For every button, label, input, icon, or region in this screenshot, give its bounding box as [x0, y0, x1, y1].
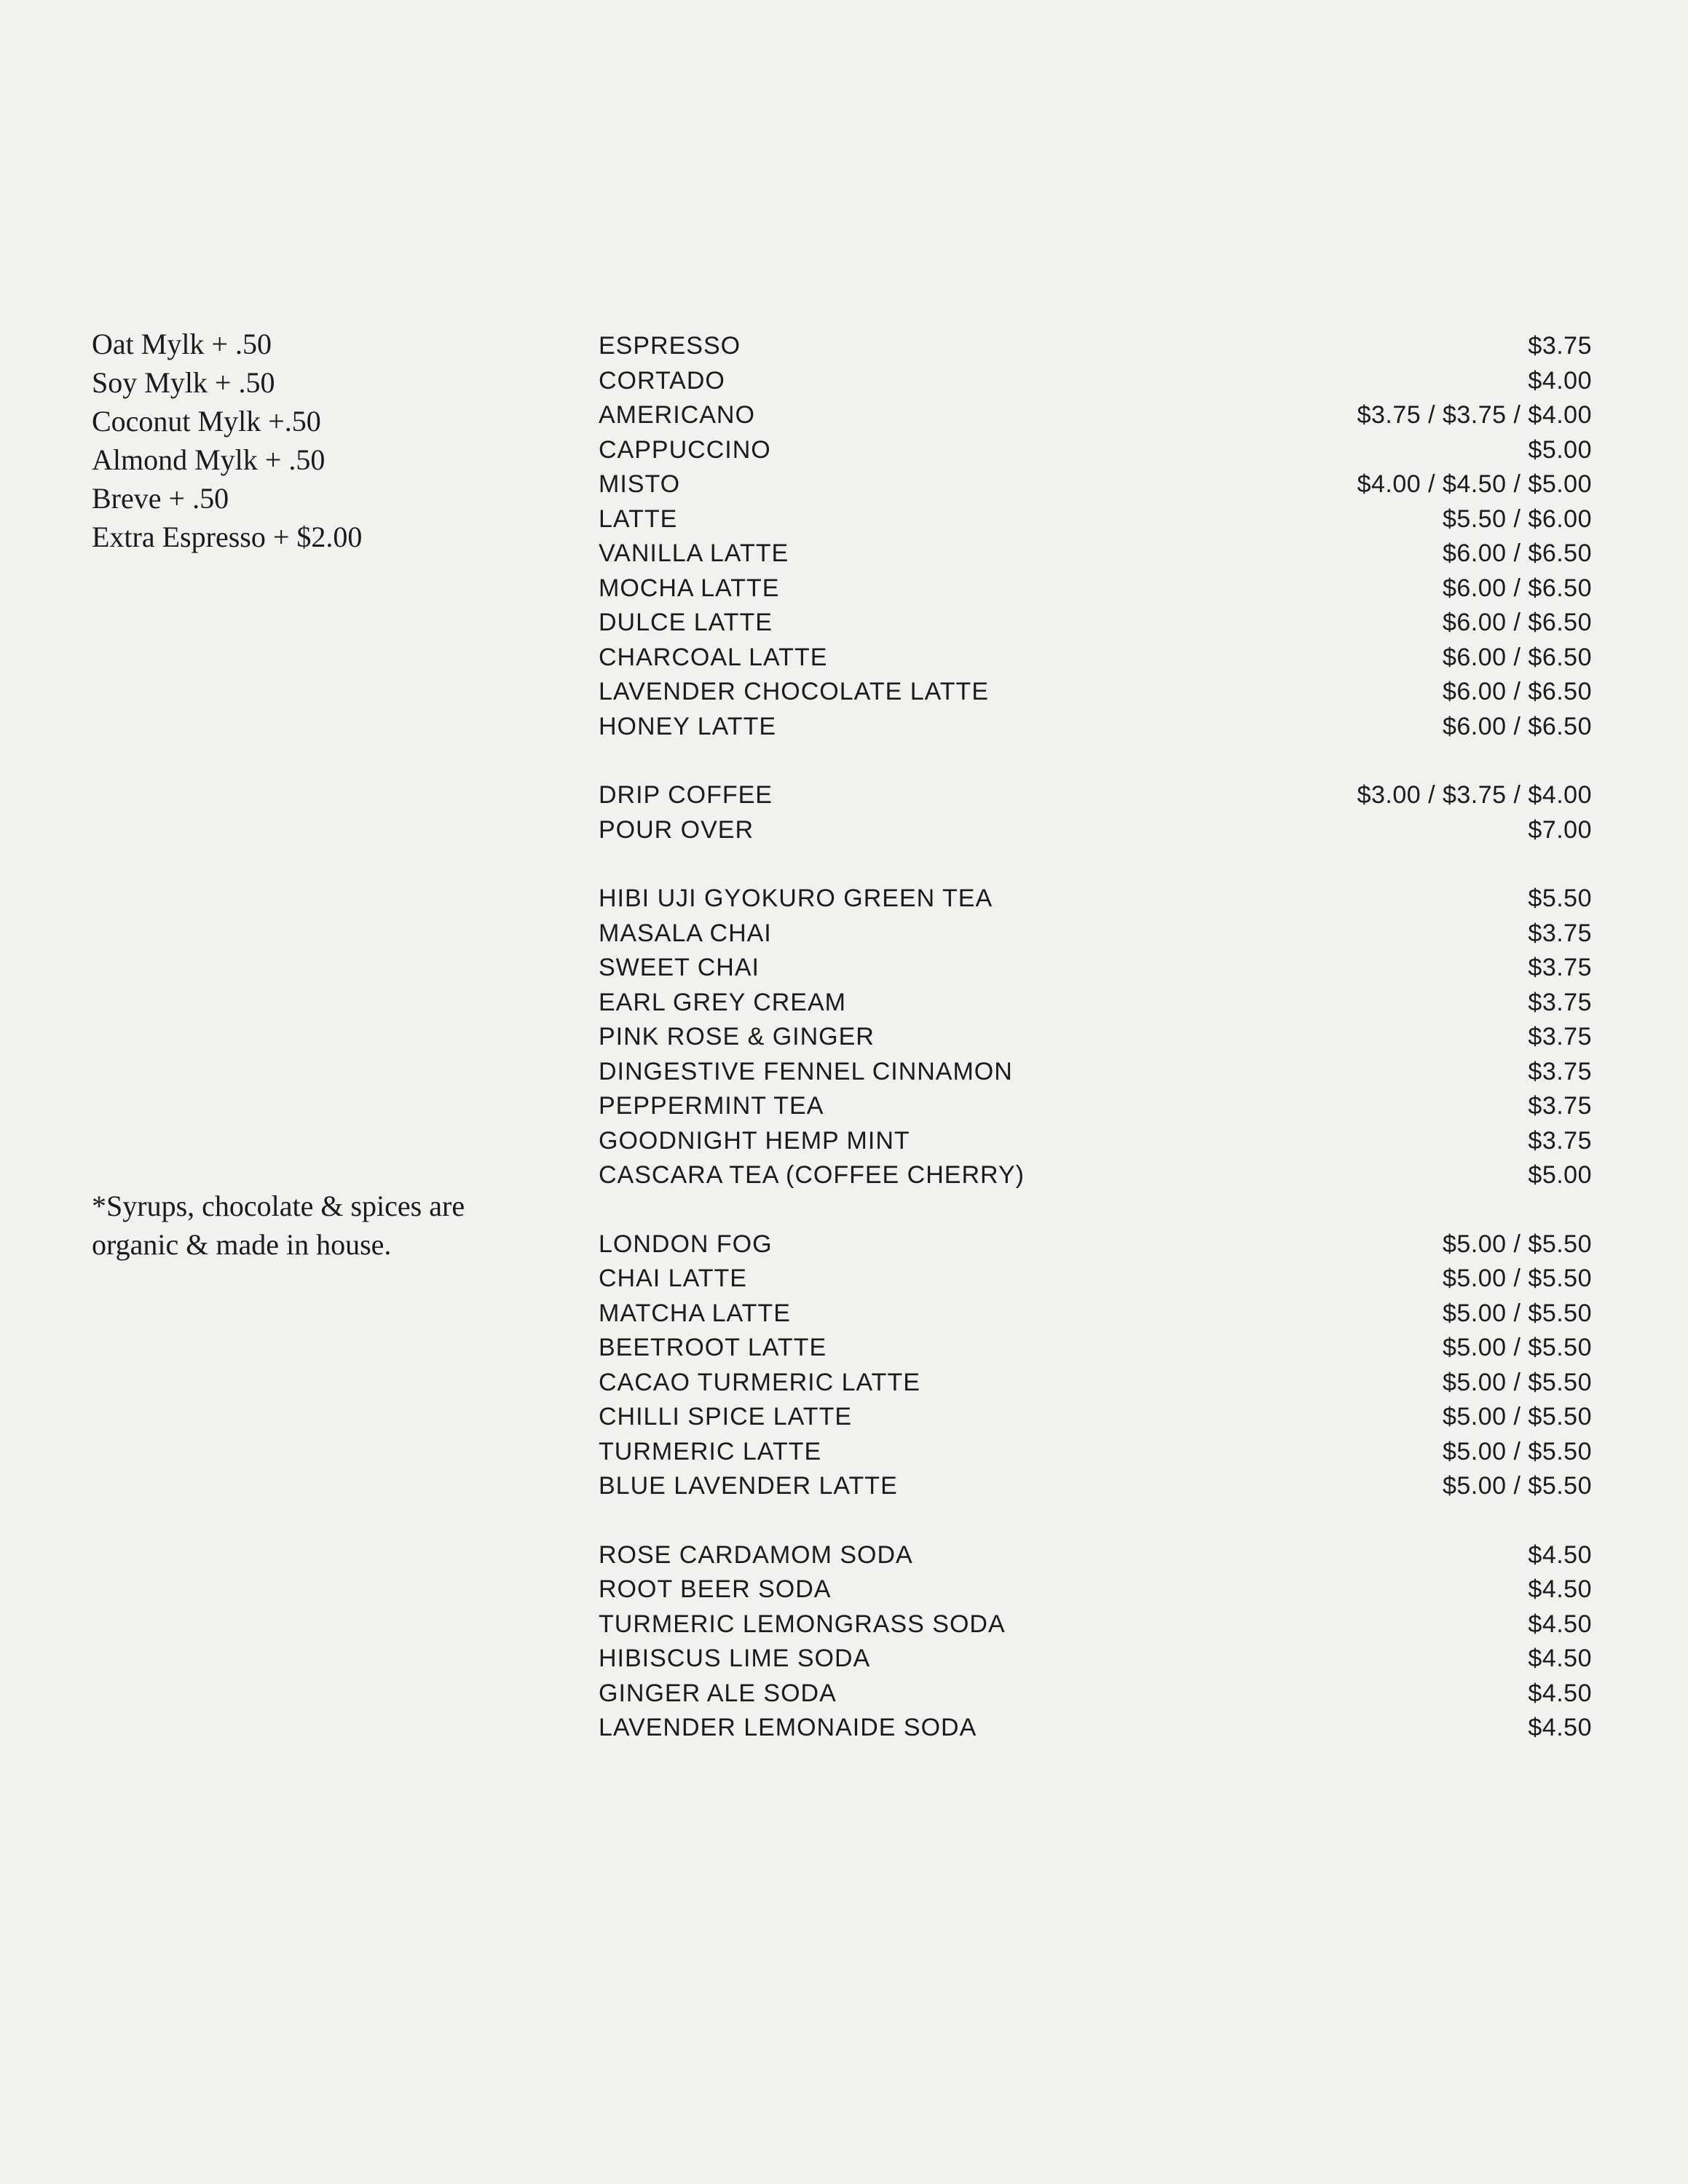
- menu-item-row: [599, 1331, 1592, 1366]
- menu-item-row: [599, 1124, 1592, 1159]
- menu-item-price: $5.00 / $5.50: [1442, 1403, 1592, 1431]
- menu-item-row: [599, 951, 1592, 986]
- menu-item-name: HONEY LATTE: [599, 712, 777, 740]
- menu: [599, 329, 1592, 1780]
- menu-item-price: $3.75: [1528, 1023, 1592, 1051]
- menu-item-name: TURMERIC LATTE: [599, 1437, 822, 1465]
- menu-item-row: [599, 1642, 1592, 1677]
- menu-item-price: $4.50: [1528, 1645, 1592, 1672]
- menu-item-row: [599, 1572, 1592, 1607]
- menu-item-name: CACAO TURMERIC LATTE: [599, 1368, 920, 1396]
- menu-item-row: [599, 329, 1592, 364]
- menu-item-price: $5.00: [1528, 1161, 1592, 1189]
- menu-item-price: $4.50: [1528, 1575, 1592, 1603]
- menu-item-name: CASCARA TEA (COFFEE CHERRY): [599, 1161, 1025, 1189]
- menu-item-row: [599, 1366, 1592, 1401]
- menu-item-name: MISTO: [599, 470, 681, 498]
- menu-item-name: MOCHA LATTE: [599, 574, 780, 602]
- menu-item-row: [599, 1089, 1592, 1124]
- menu-item-row: [599, 364, 1592, 399]
- addon-item: Almond Mylk + .50: [92, 443, 326, 476]
- menu-group: [599, 778, 1592, 847]
- menu-item-name: ROSE CARDAMOM SODA: [599, 1540, 913, 1569]
- addon-item: Extra Espresso + $2.00: [92, 521, 363, 553]
- menu-item-name: DRIP COFFEE: [599, 781, 773, 809]
- menu-item-price: $5.00 / $5.50: [1442, 1265, 1592, 1292]
- menu-item-price: $5.00 / $5.50: [1442, 1368, 1592, 1396]
- menu-item-name: CORTADO: [599, 366, 725, 395]
- menu-item-price: $3.75: [1528, 332, 1592, 360]
- menu-item-price: $4.50: [1528, 1714, 1592, 1741]
- menu-item-price: $3.75: [1528, 919, 1592, 947]
- menu-item-price: $3.75: [1528, 988, 1592, 1016]
- menu-item-row: [599, 1055, 1592, 1090]
- menu-item-price: $5.00: [1528, 435, 1592, 464]
- house-note: [92, 1187, 465, 1264]
- menu-item-price: $4.00 / $4.50 / $5.00: [1357, 470, 1592, 498]
- menu-item-name: MASALA CHAI: [599, 919, 772, 947]
- menu-item-price: $6.00 / $6.50: [1442, 574, 1592, 602]
- menu-item-row: [599, 1158, 1592, 1193]
- menu-item-name: DULCE LATTE: [599, 609, 773, 636]
- menu-item-row: [599, 641, 1592, 676]
- menu-item-price: $3.75: [1528, 1126, 1592, 1155]
- menu-item-row: [599, 606, 1592, 641]
- menu-item-name: PINK ROSE & GINGER: [599, 1023, 875, 1051]
- menu-item-name: CHILLI SPICE LATTE: [599, 1403, 853, 1431]
- menu-item-price: $5.50 / $6.00: [1442, 505, 1592, 533]
- addon-item: Breve + .50: [92, 482, 229, 515]
- house-note-line-2: organic & made in house.: [92, 1228, 392, 1261]
- menu-item-name: MATCHA LATTE: [599, 1299, 791, 1327]
- menu-item-name: BEETROOT LATTE: [599, 1334, 827, 1361]
- menu-item-name: EARL GREY CREAM: [599, 988, 846, 1016]
- menu-item-name: HIBISCUS LIME SODA: [599, 1645, 871, 1672]
- menu-item-row: [599, 917, 1592, 951]
- menu-item-name: TURMERIC LEMONGRASS SODA: [599, 1610, 1006, 1638]
- menu-item-name: VANILLA LATTE: [599, 539, 789, 567]
- menu-item-name: GINGER ALE SODA: [599, 1679, 837, 1707]
- menu-item-price: $5.00 / $5.50: [1442, 1437, 1592, 1465]
- menu-item-name: ROOT BEER SODA: [599, 1575, 832, 1603]
- menu-item-price: $5.00 / $5.50: [1442, 1230, 1592, 1258]
- menu-item-row: [599, 1607, 1592, 1642]
- menu-item-row: [599, 778, 1592, 813]
- menu-item-name: BLUE LAVENDER LATTE: [599, 1472, 898, 1500]
- menu-item-name: SWEET CHAI: [599, 954, 760, 981]
- menu-item-name: LATTE: [599, 505, 678, 533]
- menu-item-price: $3.75: [1528, 954, 1592, 981]
- menu-item-price: $3.75: [1528, 1057, 1592, 1085]
- menu-item-row: [599, 433, 1592, 468]
- menu-item-row: [599, 710, 1592, 745]
- menu-item-row: [599, 1538, 1592, 1573]
- menu-item-price: $6.00 / $6.50: [1442, 678, 1592, 705]
- menu-group: [599, 329, 1592, 744]
- menu-item-price: $4.50: [1528, 1540, 1592, 1569]
- house-note-line-1: *Syrups, chocolate & spices are: [92, 1190, 465, 1222]
- menu-item-row: [599, 1435, 1592, 1470]
- menu-item-row: [599, 1400, 1592, 1435]
- menu-item-price: $5.50: [1528, 885, 1592, 912]
- menu-item-row: [599, 882, 1592, 917]
- menu-item-price: $3.00 / $3.75 / $4.00: [1357, 781, 1592, 809]
- menu-item-price: $6.00 / $6.50: [1442, 643, 1592, 671]
- menu-item-name: DINGESTIVE FENNEL CINNAMON: [599, 1057, 1013, 1085]
- menu-item-row: [599, 1297, 1592, 1332]
- menu-item-name: AMERICANO: [599, 401, 755, 429]
- menu-group: [599, 882, 1592, 1193]
- menu-item-price: $4.50: [1528, 1679, 1592, 1707]
- menu-item-row: [599, 675, 1592, 710]
- menu-item-price: $5.00 / $5.50: [1442, 1334, 1592, 1361]
- addon-item: Soy Mylk + .50: [92, 366, 275, 399]
- menu-item-price: $7.00: [1528, 815, 1592, 844]
- menu-group: [599, 1538, 1592, 1746]
- menu-item-price: $4.00: [1528, 366, 1592, 395]
- menu-item-row: [599, 986, 1592, 1021]
- menu-item-row: [599, 467, 1592, 502]
- addons-list: [92, 325, 362, 556]
- menu-item-name: HIBI UJI GYOKURO GREEN TEA: [599, 885, 993, 912]
- menu-item-name: CAPPUCCINO: [599, 435, 771, 464]
- menu-item-row: [599, 1469, 1592, 1504]
- menu-item-name: GOODNIGHT HEMP MINT: [599, 1126, 910, 1155]
- menu-item-price: $4.50: [1528, 1610, 1592, 1638]
- menu-item-row: [599, 1262, 1592, 1297]
- menu-item-name: LAVENDER CHOCOLATE LATTE: [599, 678, 989, 705]
- menu-item-row: [599, 1020, 1592, 1055]
- menu-item-name: PEPPERMINT TEA: [599, 1092, 824, 1120]
- menu-item-price: $6.00 / $6.50: [1442, 712, 1592, 740]
- menu-item-price: $3.75: [1528, 1092, 1592, 1120]
- addon-item: Coconut Mylk +.50: [92, 405, 321, 438]
- menu-item-row: [599, 813, 1592, 848]
- menu-item-row: [599, 502, 1592, 537]
- menu-item-price: $5.00 / $5.50: [1442, 1299, 1592, 1327]
- menu-item-row: [599, 398, 1592, 433]
- menu-item-name: POUR OVER: [599, 815, 754, 844]
- menu-item-price: $6.00 / $6.50: [1442, 539, 1592, 567]
- menu-item-name: CHARCOAL LATTE: [599, 643, 828, 671]
- menu-item-row: [599, 1227, 1592, 1262]
- menu-item-row: [599, 537, 1592, 571]
- menu-item-price: $5.00 / $5.50: [1442, 1472, 1592, 1500]
- menu-item-name: CHAI LATTE: [599, 1265, 747, 1292]
- addon-item: Oat Mylk + .50: [92, 328, 272, 360]
- menu-item-row: [599, 1677, 1592, 1712]
- menu-item-row: [599, 571, 1592, 606]
- menu-item-price: $3.75 / $3.75 / $4.00: [1357, 401, 1592, 429]
- menu-item-name: LONDON FOG: [599, 1230, 773, 1258]
- menu-item-name: LAVENDER LEMONAIDE SODA: [599, 1714, 977, 1741]
- menu-item-price: $6.00 / $6.50: [1442, 609, 1592, 636]
- menu-item-name: ESPRESSO: [599, 332, 741, 360]
- menu-item-row: [599, 1711, 1592, 1746]
- menu-group: [599, 1227, 1592, 1504]
